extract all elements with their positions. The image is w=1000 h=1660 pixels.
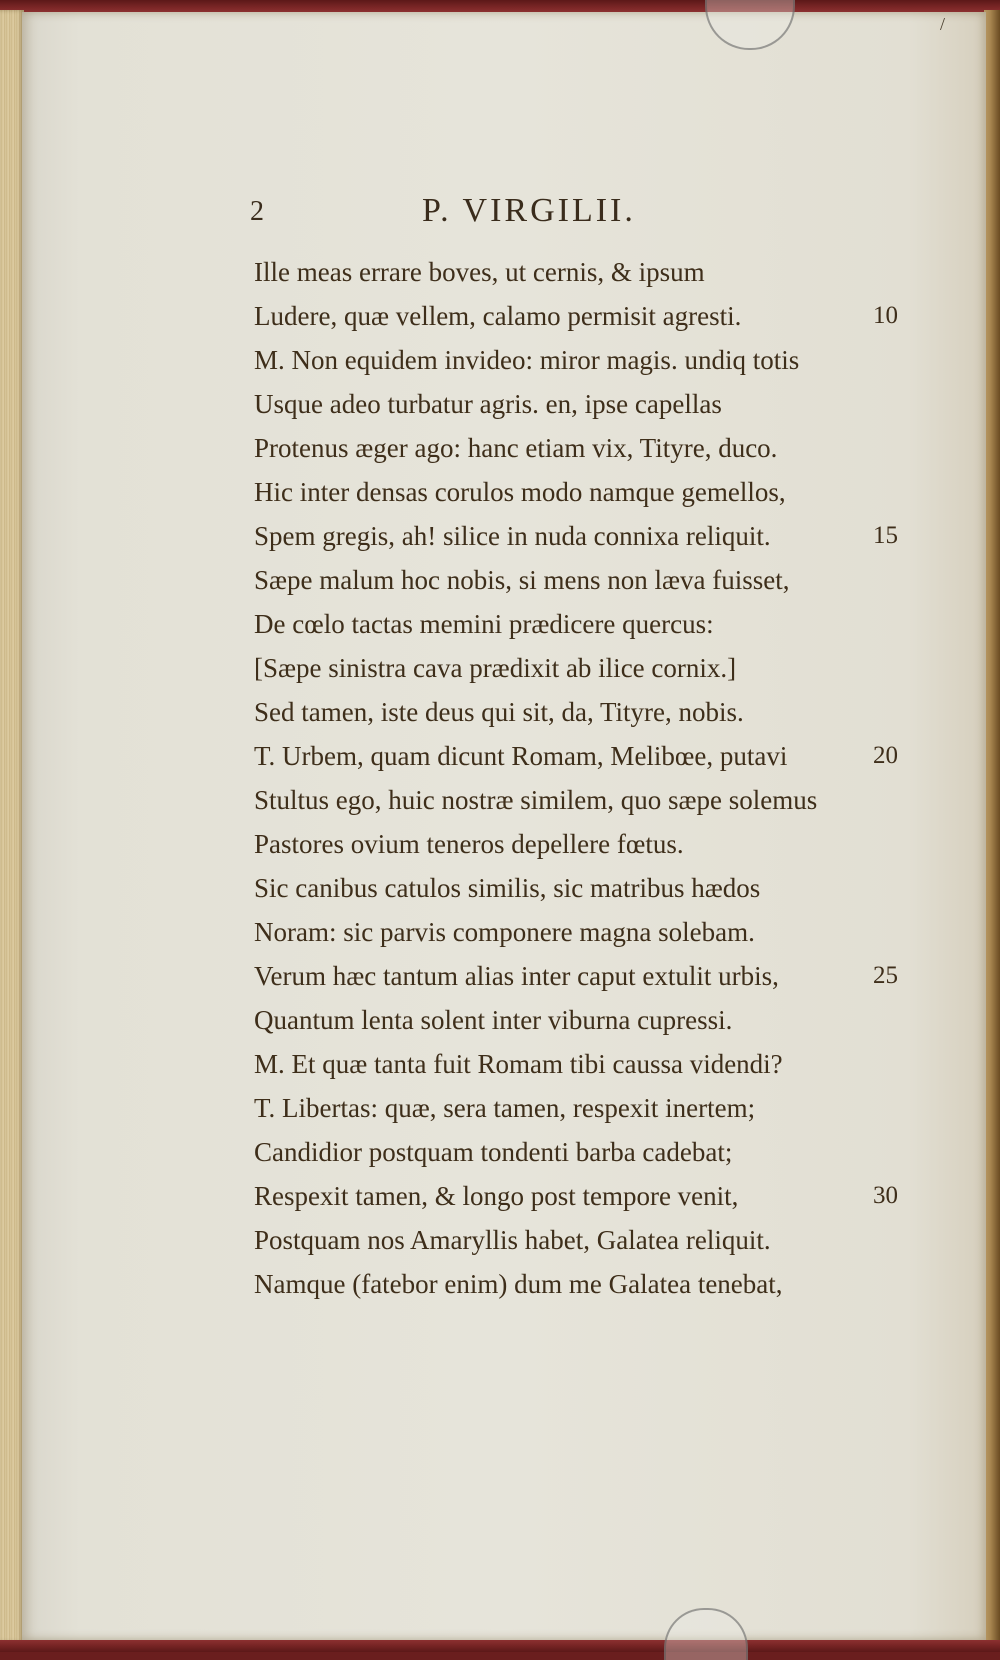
verse-text: M. Et quæ tanta fuit Romam tibi caussa videndi? (254, 1049, 783, 1079)
verse-block (254, 250, 914, 1306)
verse-text: Namque (fatebor enim) dum me Galatea tenebat, (254, 1269, 783, 1299)
corner-mark: / (940, 14, 946, 34)
verse-text: Ille meas errare boves, ut cernis, & ipsum (254, 257, 705, 287)
verse-line (254, 1262, 914, 1306)
verse-line (254, 646, 914, 690)
verse-line (254, 250, 914, 294)
verse-text: Sed tamen, iste deus qui sit, da, Tityre, nobis. (254, 697, 744, 727)
verse-text: Stultus ego, huic nostræ similem, quo sæpe solemus (254, 785, 818, 815)
verse-line (254, 338, 914, 382)
verse-line (254, 426, 914, 470)
verse-line (254, 822, 914, 866)
verse-text: Respexit tamen, & longo post tempore venit, (254, 1181, 739, 1211)
page-leaf-edges (0, 10, 24, 1642)
line-number: 25 (873, 962, 898, 989)
verse-text: Candidior postquam tondenti barba cadebat; (254, 1137, 733, 1167)
verse-line (254, 778, 914, 822)
verse-line (254, 470, 914, 514)
verse-text: Sæpe malum hoc nobis, si mens non læva fuisset, (254, 565, 790, 595)
book-top-edge (0, 0, 1000, 12)
verse-text: Sic canibus catulos similis, sic matribus hædos (254, 873, 761, 903)
verse-text: Ludere, quæ vellem, calamo permisit agresti. (254, 301, 742, 331)
verse-text: Pastores ovium teneros depellere fœtus. (254, 829, 684, 859)
verse-text: Noram: sic parvis componere magna solebam. (254, 917, 755, 947)
verse-line (254, 910, 914, 954)
verse-line (254, 866, 914, 910)
verse-line (254, 514, 914, 558)
verse-line (254, 294, 914, 338)
verse-line (254, 998, 914, 1042)
verse-line (254, 602, 914, 646)
line-number: 30 (873, 1182, 898, 1209)
verse-text: De cœlo tactas memini prædicere quercus: (254, 609, 714, 639)
verse-text: [Sæpe sinistra cava prædixit ab ilice cornix.] (254, 653, 737, 683)
book-right-edge (984, 10, 1000, 1642)
verse-text: Hic inter densas corulos modo namque gemellos, (254, 477, 786, 507)
verse-text: M. Non equidem invideo: miror magis. undiq totis (254, 345, 800, 375)
verse-text: Postquam nos Amaryllis habet, Galatea reliquit. (254, 1225, 771, 1255)
verse-text: T. Urbem, quam dicunt Romam, Melibœe, putavi (254, 741, 788, 771)
verse-text: Quantum lenta solent inter viburna cupressi. (254, 1005, 733, 1035)
verse-line (254, 382, 914, 426)
running-head: P. VIRGILII. (422, 192, 636, 229)
verse-line (254, 558, 914, 602)
verse-line (254, 1174, 914, 1218)
verse-line (254, 1218, 914, 1262)
verse-text: T. Libertas: quæ, sera tamen, respexit inertem; (254, 1093, 756, 1123)
line-number: 20 (873, 742, 898, 769)
verse-line (254, 1042, 914, 1086)
verse-text: Usque adeo turbatur agris. en, ipse capellas (254, 389, 722, 419)
verse-text: Protenus æger ago: hanc etiam vix, Tityre, duco. (254, 433, 778, 463)
book-bottom-edge (0, 1640, 1000, 1652)
line-number: 15 (873, 522, 898, 549)
line-number: 10 (873, 302, 898, 329)
verse-line (254, 690, 914, 734)
verse-line (254, 1130, 914, 1174)
verse-line (254, 954, 914, 998)
verse-text: Verum hæc tantum alias inter caput extulit urbis, (254, 961, 779, 991)
verse-line (254, 1086, 914, 1130)
verse-line (254, 734, 914, 778)
verse-text: Spem gregis, ah! silice in nuda connixa reliquit. (254, 521, 771, 551)
page-number: 2 (250, 196, 264, 227)
